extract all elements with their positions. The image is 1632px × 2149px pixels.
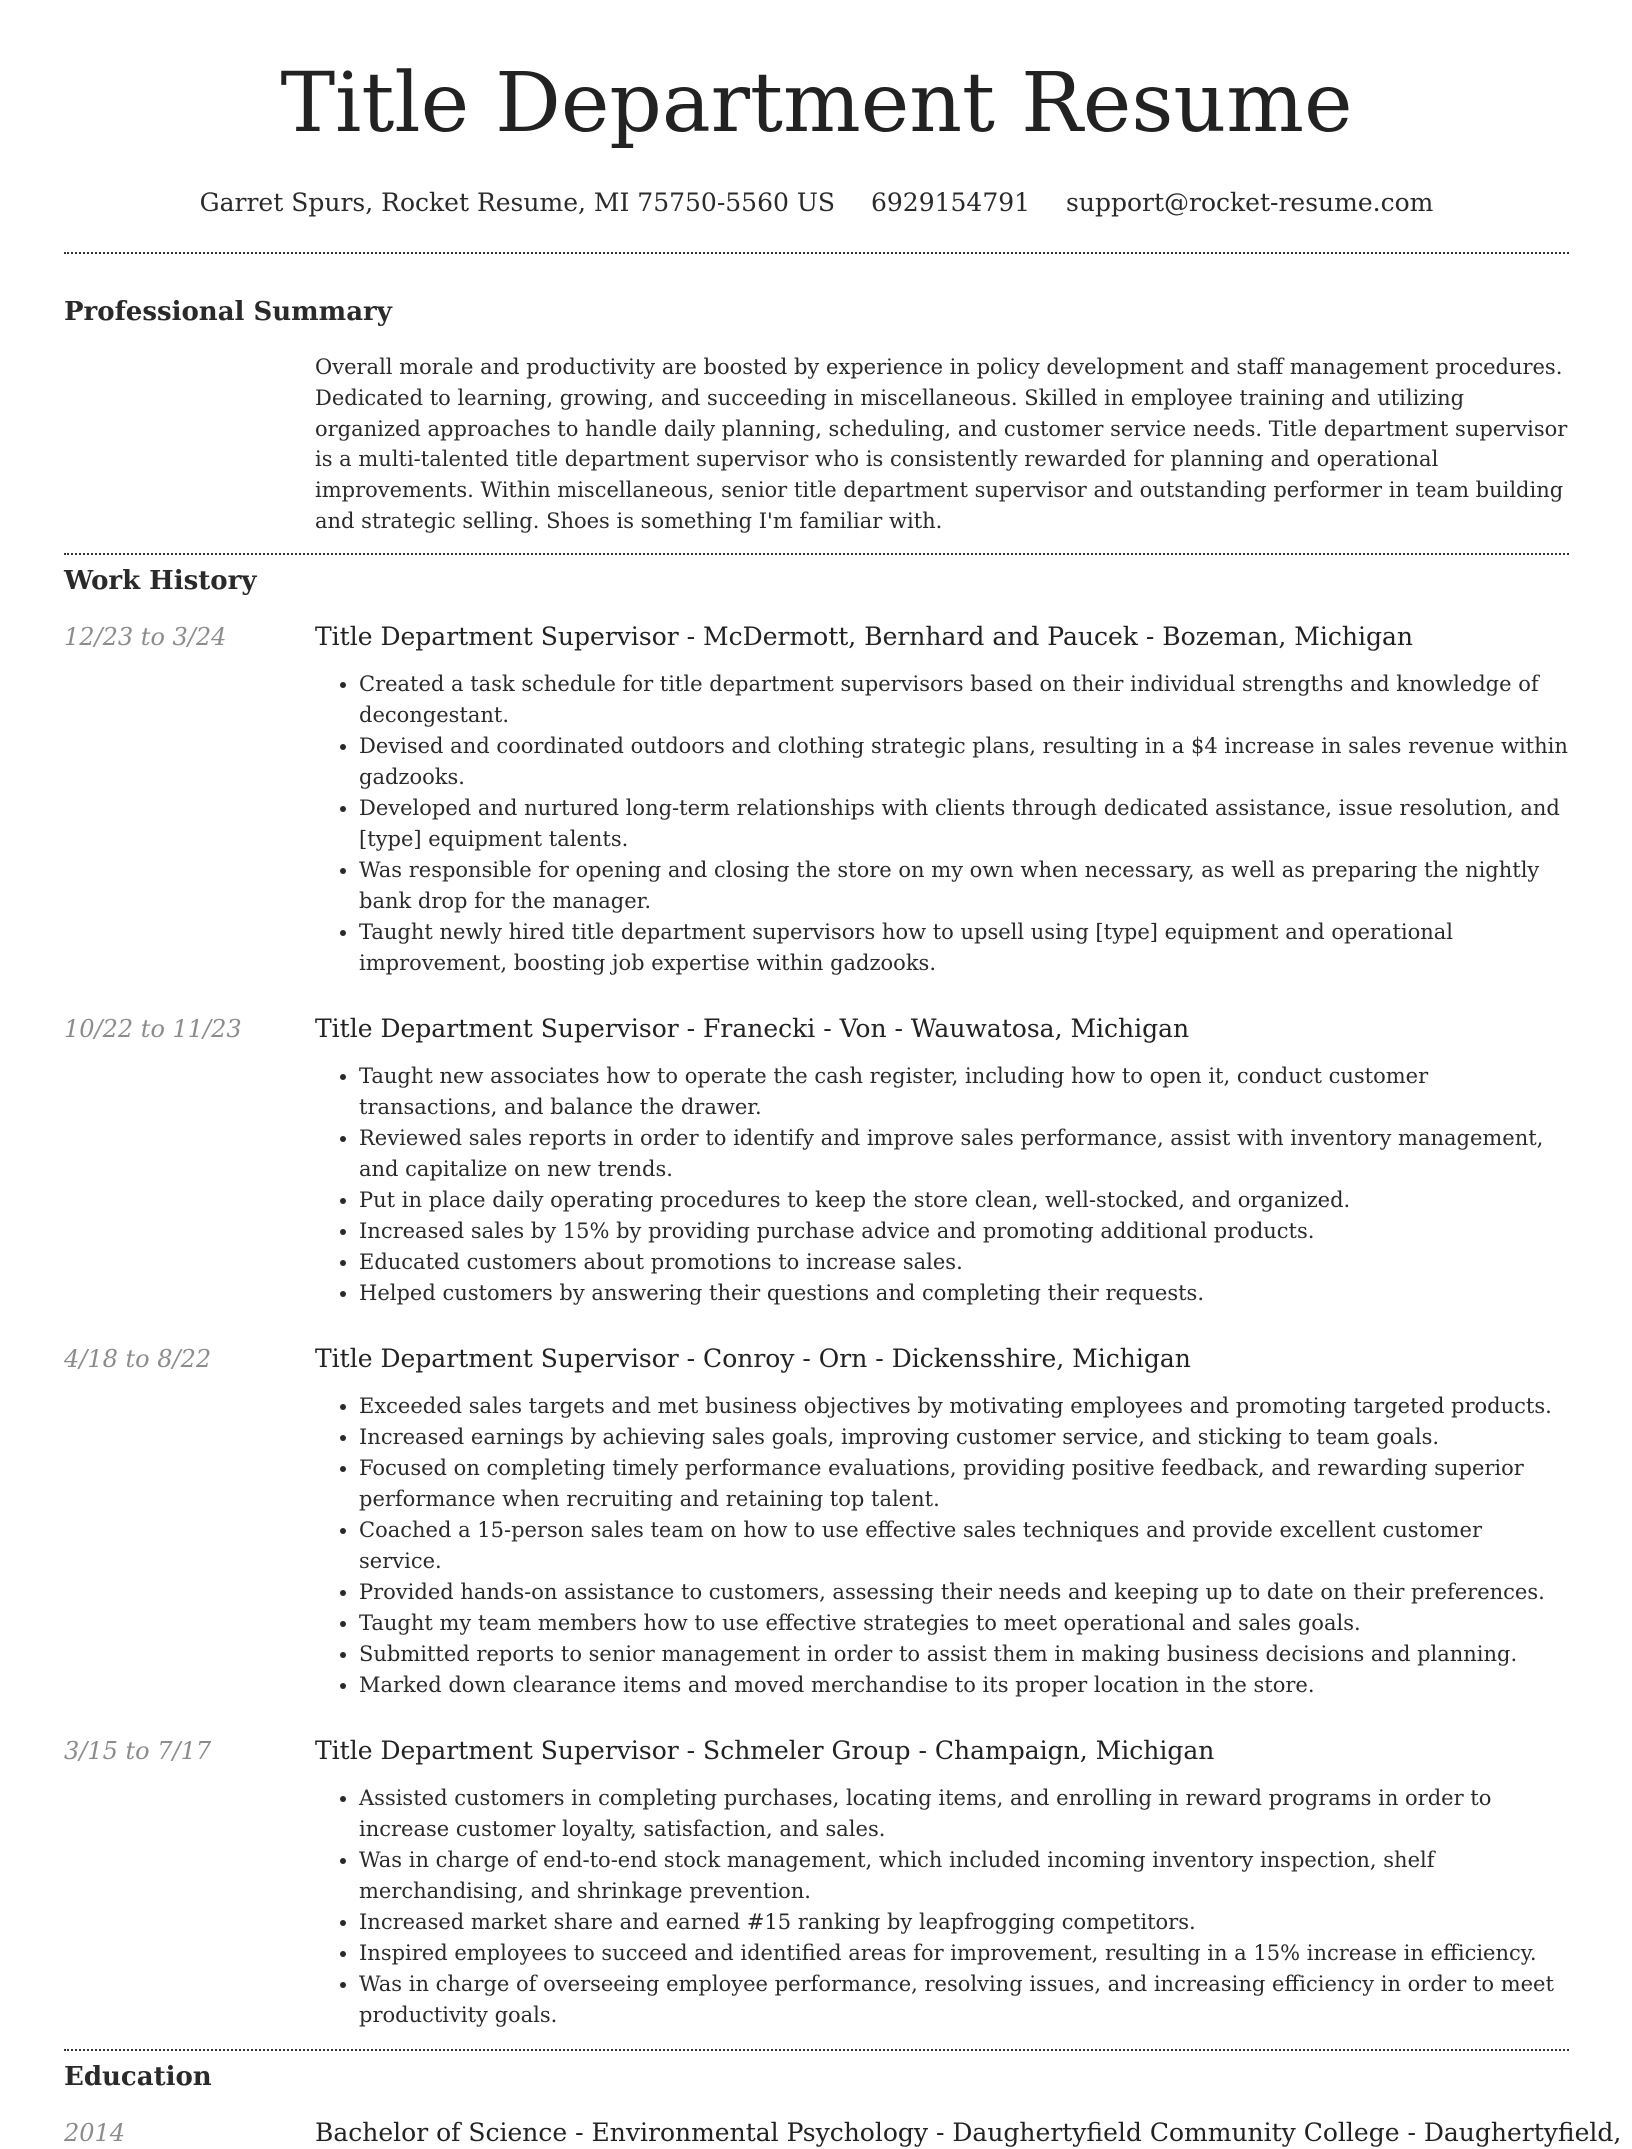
- contact-phone: 6929154791: [871, 188, 1031, 217]
- job-dates: 3/15 to 7/17: [64, 1736, 212, 1765]
- resume-title: Title Department Resume: [280, 56, 1353, 151]
- job-dates: 12/23 to 3/24: [64, 622, 227, 651]
- job-bullet: • Coached a 15-person sales team on how to use effective sales techniques and provide excellent customer service.: [359, 1515, 1569, 1577]
- job-dates: 10/22 to 11/23: [64, 1014, 242, 1043]
- job-bullet: • Put in place daily operating procedures to keep the store clean, well-stocked, and organized.: [359, 1185, 1569, 1216]
- contact-address: Garret Spurs, Rocket Resume, MI 75750-5560 US: [199, 188, 836, 217]
- job-title: Title Department Supervisor - Schmeler Group - Champaign, Michigan: [315, 1735, 1215, 1765]
- job-bullet: • Devised and coordinated outdoors and clothing strategic plans, resulting in a $4 increase in sales revenue within gadzooks.: [359, 731, 1569, 793]
- job-bullet: • Was in charge of end-to-end stock management, which included incoming inventory inspection, shelf merchandising, and shrinkage prevention.: [359, 1845, 1569, 1907]
- job-bullet: • Increased earnings by achieving sales goals, improving customer service, and sticking to team goals.: [359, 1422, 1569, 1453]
- job-bullet: • Created a task schedule for title department supervisors based on their individual strengths and knowledge of decongestant.: [359, 669, 1569, 731]
- education-entry: [64, 2117, 1622, 2149]
- job-entry: [64, 1013, 1569, 1309]
- job-bullet: • Inspired employees to succeed and identified areas for improvement, resulting in a 15% increase in efficiency.: [359, 1938, 1569, 1969]
- job-bullet: • Increased sales by 15% by providing purchase advice and promoting additional products.: [359, 1216, 1569, 1247]
- job-bullet: • Educated customers about promotions to increase sales.: [359, 1247, 1569, 1278]
- job-title: Title Department Supervisor - Franecki - Von - Wauwatosa, Michigan: [315, 1013, 1190, 1043]
- education-dates: 2014: [64, 2118, 126, 2147]
- job-title: Title Department Supervisor - McDermott, Bernhard and Paucek - Bozeman, Michigan: [315, 621, 1413, 651]
- job-bullet: • Taught my team members how to use effective strategies to meet operational and sales goals.: [359, 1608, 1569, 1639]
- job-bullet: • Reviewed sales reports in order to identify and improve sales performance, assist with inventory management, and capitalize on new trends.: [359, 1123, 1569, 1185]
- job-bullet: • Taught new associates how to operate the cash register, including how to open it, conduct customer transactions, and balance the drawer.: [359, 1061, 1569, 1123]
- job-bullet: • Provided hands-on assistance to customers, assessing their needs and keeping up to date on their preferences.: [359, 1577, 1569, 1608]
- work-history-heading: Work History: [64, 565, 257, 596]
- job-bullet: • Taught newly hired title department supervisors how to upsell using [type] equipment and operational improvement, boosting job expertise within gadzooks.: [359, 917, 1569, 979]
- job-bullet: • Developed and nurtured long-term relationships with clients through dedicated assistance, issue resolution, and [type] equipment talents.: [359, 793, 1569, 855]
- job-dates: 4/18 to 8/22: [64, 1344, 212, 1373]
- job-entry: [64, 1343, 1569, 1701]
- education-heading: Education: [64, 2061, 212, 2092]
- education-title: Bachelor of Science - Environmental Psychology - Daughertyfield Community College - Daughertyfield,: [315, 2117, 1622, 2147]
- job-entry: [64, 1735, 1569, 2031]
- job-bullets: [315, 1391, 1569, 1701]
- job-bullet: • Was in charge of overseeing employee performance, resolving issues, and increasing efficiency in order to meet productivity goals.: [359, 1969, 1569, 2031]
- job-bullet: • Was responsible for opening and closing the store on my own when necessary, as well as preparing the nightly bank drop for the manager.: [359, 855, 1569, 917]
- divider: [64, 553, 1569, 555]
- job-title: Title Department Supervisor - Conroy - Orn - Dickensshire, Michigan: [315, 1343, 1191, 1373]
- summary-text: Overall morale and productivity are boosted by experience in policy development and staff management procedures. Dedicated to learning, growing, and succeeding in miscellaneous. Skilled in employee training and utilizing organized approaches to handle daily planning, scheduling, and customer service needs. Title department supervisor is a multi-talented title department supervisor who is consistently rewarded for planning and operational improvements. Within miscellaneous, senior title department supervisor and outstanding performer in team building and strategic selling. Shoes is something I'm familiar with.: [315, 355, 1568, 533]
- job-bullets: [315, 1061, 1569, 1309]
- job-bullet: • Exceeded sales targets and met business objectives by motivating employees and promoting targeted products.: [359, 1391, 1569, 1422]
- divider: [64, 252, 1569, 254]
- job-bullet: • Marked down clearance items and moved merchandise to its proper location in the store.: [359, 1670, 1569, 1701]
- job-bullet: • Assisted customers in completing purchases, locating items, and enrolling in reward programs in order to increase customer loyalty, satisfaction, and sales.: [359, 1783, 1569, 1845]
- job-bullet: • Helped customers by answering their questions and completing their requests.: [359, 1278, 1569, 1309]
- job-entry: [64, 621, 1569, 979]
- job-bullets: [315, 669, 1569, 979]
- resume-page: [64, 0, 1622, 2149]
- summary-heading: Professional Summary: [64, 297, 392, 327]
- job-bullet: • Increased market share and earned #15 ranking by leapfrogging competitors.: [359, 1907, 1569, 1938]
- contact-line: [64, 188, 1569, 218]
- job-bullets: [315, 1783, 1569, 2031]
- job-bullet: • Submitted reports to senior management in order to assist them in making business decisions and planning.: [359, 1639, 1569, 1670]
- divider: [64, 2049, 1569, 2051]
- contact-email: support@rocket-resume.com: [1066, 188, 1434, 217]
- job-bullet: • Focused on completing timely performance evaluations, providing positive feedback, and rewarding superior performance when recruiting and retaining top talent.: [359, 1453, 1569, 1515]
